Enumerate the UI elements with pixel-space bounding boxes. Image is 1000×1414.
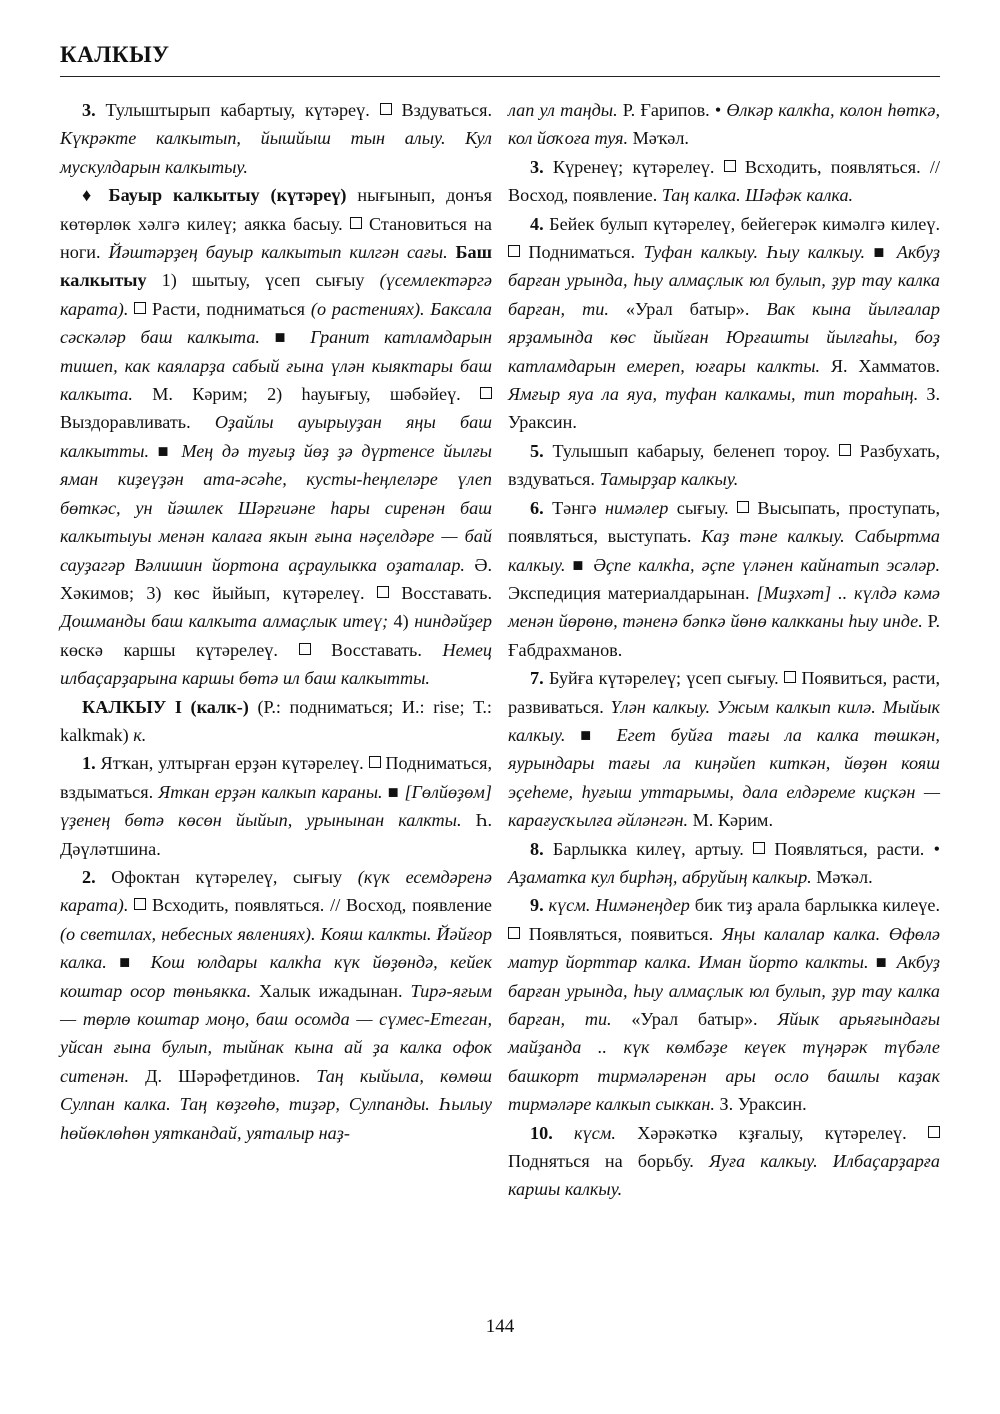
russian-gloss: Выздоравливать. (60, 412, 215, 433)
square-marker-icon (928, 1126, 940, 1138)
sense-number: 1. (82, 753, 96, 774)
source-attribution: Халык ижадынан. (251, 980, 411, 1001)
definition-text: Ә. Хәкимов; 3) көс йыйып, күтәрелеү. (60, 554, 493, 603)
russian-gloss: Подниматься. (520, 242, 644, 263)
sense-number: 3. (530, 156, 544, 177)
square-marker-icon (480, 387, 492, 399)
source-attribution: М. Кәрим. (688, 810, 773, 831)
example-text: Яйык арьяғындағы майҙанда .. күк көмбәҙе кеүек түңәрәк түбәле башкорт тирмәләренән ары осло башлы каҙак тирмәләре калкып сыккан. (508, 1009, 941, 1115)
square-marker-icon (350, 217, 362, 229)
sense-3-paragraph (60, 96, 492, 181)
example-text: Яңы калалар калка. Өфөлә матур йорттар калка. Иман йорто калкты. (508, 923, 940, 973)
definition-text: Ятҡан, ултырған ерҙән күтәрелеү. (95, 753, 369, 774)
square-marker-icon (724, 160, 736, 172)
russian-gloss: Подниматься, вздыматься. (60, 753, 492, 802)
headword-paragraph (60, 693, 492, 750)
square-marker-icon (369, 756, 381, 768)
usage-note: Нимәнеңдер (590, 895, 690, 916)
example-text: Каҙ тәне калкыу. Сабыртма калкыу. (508, 526, 940, 575)
right-column (508, 96, 940, 1204)
sense-3-paragraph (508, 153, 940, 210)
source-attribution: З. Ураксин. (714, 1094, 807, 1115)
sense-number: 7. (530, 668, 544, 689)
diamond-icon: ♦ (82, 185, 98, 206)
headword: КАЛКЫУ I (калк-) (82, 696, 249, 717)
sense-5-paragraph (508, 437, 940, 494)
definition-text: 4) (388, 611, 415, 632)
definition-text: сығыу. (668, 497, 737, 518)
sense-number: 6. (530, 497, 544, 518)
proverb-text: Өлкәр калкһа, колон һөткә, кол йоҡоға туя. (508, 100, 940, 149)
example-text: Күкрәкте калкытып, йышйыш тын алыу. Кул мускулдарын калкытыу. (60, 128, 492, 177)
definition-text: көскә каршы күтәрелеү. (60, 639, 299, 660)
definition-text: нығынып, донъя көтөрлөк хәлгә килеү; аякка басыу. (60, 185, 492, 234)
example-text: Таң калка. Шәфәк калка. (661, 185, 854, 206)
source-attribution: Мәҡәл. (628, 128, 689, 149)
definition-text: Тулышып кабарыу, беленеп тороу. (543, 440, 839, 461)
example-text: Егет буйға тағы ла калка төшкән, яурындары тағы ла киңәйеп киткән, йөҙөн кояш эҫеһеме, һуғыш уттарымы, дала елдәреме киҫкән — карағусҡылға әйләнгән. (508, 724, 940, 831)
example-text: (о растениях). Баксала сәскәләр баш калкыта. (60, 298, 492, 348)
square-marker-icon (737, 501, 749, 513)
example-text: Кош юлдары калкһа күк йөҙөндә, кейек коштар осор төньякка. (60, 952, 492, 1001)
square-marker-icon (377, 586, 389, 598)
example-text: Ямғыр яуа ла яуа, туфан калкамы, тип тораһың. (508, 384, 919, 405)
idiom-headword: Баш калкытыу (60, 242, 492, 291)
definition-text: Тулыштырып кабартыу, күтәреү. (95, 100, 380, 120)
russian-gloss: Подняться на борьбу. (508, 1151, 709, 1172)
russian-gloss: Разбухать, вздуваться. (508, 440, 940, 490)
sense-6-paragraph: 6. Тәнгә нимәлер сығыу. Высыпать, проступать, появляться, выступать. Каҙ тәне калкыу. Сабыртма калкыу. ■ Әҫпе калкһа, әҫпе үләнен кайнатып эсәләр. Экспедиция материалдарынан. [Миҙхәт] .. күлдә кәмә менән йөрөнө, тәненә бәпкә йөнө калкканы һыу инде. Р. Ғабдрахманов. (508, 497, 941, 660)
russian-gloss: Высыпать, проступать, появляться, выступать. (508, 497, 941, 547)
example-text: Яткан ерҙән калкып караны. (158, 781, 383, 802)
sense-number: 3. (82, 100, 96, 120)
source-attribution: «Урал батыр». (608, 298, 767, 319)
sense-number: 10. (530, 1122, 553, 1143)
definition-text: М. Кәрим; 2) һауығыу, шәбәйеү. (132, 384, 480, 405)
page-number: 144 (485, 1316, 515, 1337)
example-text: Мең дә туғыҙ йөҙ ҙә дүртенсе йылғы яман киҙеүҙән ата-әсәһе, кусты-һеңлеләре үлеп бөткәс, ун йәшлек Шәрғиәне һары сиренән баш калкытыуы менән калаға якын ғына нәҫелдәре — бай сауҙагәр Вәлишин йортона аҫраулыкка оҙаталар. (60, 440, 492, 575)
source-attribution: «Урал батыр». (611, 1009, 778, 1029)
russian-gloss: Вздуваться. (391, 100, 492, 120)
square-marker-icon (839, 444, 851, 456)
example-text: Акбуҙ барған урында, һыу алмаҫлык юл булып, ҙур тау калка барған, ти. (508, 952, 940, 1029)
source-attribution: Р. Ғабдрахманов. (508, 611, 940, 660)
sense-8-paragraph (508, 835, 940, 892)
definition-text: Күренеү; күтәрелеү. (543, 156, 724, 177)
proverb-text: Аҙаматка кул бирһәң, абруйың калкыр. (508, 866, 812, 887)
usage-note: күсм. (543, 895, 591, 916)
example-text: Дошманды баш калкыта алмаҫлык итеү; (60, 611, 389, 632)
idiom-headword: Бауыр калкытыу (күтәреү) (97, 185, 347, 206)
definition-text: Барлыкка килеү, артыу. (543, 838, 754, 859)
russian-gloss: Восставать. (310, 639, 443, 660)
square-marker-icon (380, 103, 392, 115)
definition-text: Хәрәкәткә кҙғалыу, күтәрелеү. (615, 1122, 928, 1143)
russian-gloss: Появляться, появиться. (520, 923, 722, 944)
usage-note: нимәлер (604, 497, 669, 518)
source-attribution: Һ. Дәүләтшина. (60, 810, 492, 859)
example-text: Үлән калкыу. Ужым калкып килә. Мыйык калкыу. (508, 696, 940, 745)
definition-text: Буйға күтәрелеү; үсеп сығыу. (543, 668, 785, 689)
sense-4-paragraph: 4. Бейек булып күтәрелеү, бейегерәк кимәлгә килеү. Подниматься. Туфан калкыу. Һыу калкыу. ■ Акбуҙ барған урында, һыу алмаҫлык юл булып, ҙур тау калка барған, ти. «Урал батыр». Вак кына йылғалар ярҙамында көс йыйған Юрғашты йылғаһы, боҙ катламдарын емереп, юғары калкты. Я. Хамматов. Ямғыр яуа ла яуа, туфан калкамы, тип тораһың. З. Ураксин. (508, 213, 940, 433)
example-text: Акбуҙ барған урында, һыу алмаҫлык юл булып, ҙур тау калка барған, ти. (508, 242, 940, 319)
square-marker-icon (508, 927, 520, 939)
square-marker-icon (299, 643, 311, 655)
usage-note: күсм. (552, 1122, 616, 1143)
example-text: Йәштәрҙең бауыр калкытып килгән сағы. (108, 242, 448, 263)
example-text: Вак кына йылғалар ярҙамында көс йыйған Юрғашты йылғаһы, боҙ катламдарын емереп, юғары калкты. (508, 298, 940, 376)
example-text: Яуға калкыу. Илбаҫарҙарға каршы калкыу. (508, 1151, 940, 1200)
russian-gloss: Всходить, появляться. // Восход, появление (146, 895, 492, 916)
square-marker-icon (134, 898, 146, 910)
source-attribution: Р. Ғарипов. (617, 100, 715, 120)
sense-1-paragraph: 1. Ятҡан, ултырған ерҙән күтәрелеү. Подниматься, вздыматься. Яткан ерҙән калкып караны. ■ [Гөлйөҙөм] үҙенең бөтә көсөн йыйып, урынынан калкты. Һ. Дәүләтшина. (60, 753, 492, 859)
usage-note: (үсемлектәргә карата). (60, 270, 492, 319)
example-text: Тамырҙар калкыу. (599, 469, 739, 490)
left-column (60, 96, 492, 1147)
sense-number: 4. (530, 213, 544, 234)
example-text: Тирә-яғым — төрлө коштар моңо, баш осомда — сүмес-Етеган, уйсан ғына булып, тыйнак кына ай ҙа калка офок ситенән. (60, 980, 492, 1086)
example-text: лап ул таңды. (508, 100, 618, 120)
header-rule (60, 76, 940, 77)
bullet-icon: • (933, 838, 940, 859)
part-of-speech: к. (133, 724, 147, 745)
square-marker-icon (753, 842, 765, 854)
square-marker-icon (134, 302, 146, 314)
definition-text: Тәнгә (543, 497, 605, 518)
source-attribution: Я. Хамматов. (820, 355, 940, 376)
source-attribution: З. Ураксин. (508, 384, 940, 433)
sense-10-paragraph (508, 1119, 940, 1204)
example-text: Туфан калкыу. Һыу калкыу. (643, 242, 866, 263)
source-attribution: Экспедиция материалдарынан. (508, 582, 757, 603)
example-text: Оҙайлы ауырыуҙан яңы баш калкытты. (60, 412, 492, 461)
square-marker-icon (508, 245, 520, 257)
example-text: Әҫпе калкһа, әҫпе үләнен кайнатып эсәләр. (586, 554, 940, 575)
bullet-icon: • (714, 100, 722, 120)
example-text: Гранит катламдарын тишеп, как каяларҙа сабый ғына үлән кыяктары баш калкыта. (60, 327, 492, 405)
idiom-paragraph: ♦ Бауыр калкытыу (күтәреү) нығынып, донъя көтөрлөк хәлгә килеү; аякка басыу. Становиться на ноги. Йәштәрҙең бауыр калкытып килгән сағы. Баш калкытыу 1) шытыу, үсеп сығыу (үсемлектәргә карата). Расти, подниматься (о растениях). Баксала сәскәләр баш калкыта. ■ Гранит катламдарын тишеп, как каяларҙа сабый ғына үлән кыяктары баш калкыта. М. Кәрим; 2) һауығыу, шәбәйеү. Выздоравливать. Оҙайлы ауырыуҙан яңы баш калкытты. ■ Мең дә туғыҙ йөҙ ҙә дүртенсе йылғы яман киҙеүҙән ата-әсәһе, кусты-һеңлеләре үлеп бөткәс, ун йәшлек Шәрғиәне һары сиренән баш калкытыуы менән калаға якын ғына нәҫелдәре — бай сауҙагәр Вәлишин йортона аҫраулыкка оҙаталар. Ә. Хәкимов; 3) көс йыйып, күтәрелеү. Восставать. Дошманды баш калкыта алмаҫлык итеү; 4) ниндәйҙер көскә каршы күтәрелеү. Восставать. Немец илбаҫарҙарына каршы бөтә ил баш калкытты. (60, 185, 493, 689)
usage-note: ниндәйҙер (414, 611, 492, 632)
continued-paragraph (508, 96, 940, 153)
definition-text: бик тиҙ арала барлыкка килеүе. (689, 895, 940, 916)
sense-2-paragraph: 2. Офоктан күтәрелеү, сығыу (күк есемдәренә карата). Всходить, появляться. // Восход, появление (о светилах, небесных явлениях). Кояш калкты. Йәйғор калка. ■ Кош юлдары калкһа күк йөҙөндә, кейек коштар осор төньякка. Халык ижадынан. Тирә-яғым — төрлө коштар моңо, баш осомда — сүмес-Етеган, уйсан ғына булып, тыйнак кына ай ҙа калка офок ситенән. Д. Шәрәфетдинов. Таң кыйыла, көмөш Сулпан калка. Таң көҙгөһө, тиҙәр, Сулпанды. Һылыу һөйөклөһөн уяткандай, уяталыр наҙ- (60, 866, 492, 1143)
definition-text: 1) шытыу, үсеп сығыу (146, 270, 380, 291)
russian-gloss: Появиться, расти, развиваться. (508, 668, 940, 717)
definition-text: Офоктан күтәрелеү, сығыу (95, 866, 358, 887)
definition-text: Бейек булып күтәрелеү, бейегерәк кимәлгә килеү. (543, 213, 940, 234)
running-header: КАЛКЫУ (60, 42, 170, 67)
example-text: (о светилах, небесных явлениях). Кояш калкты. Йәйғор калка. (60, 923, 492, 973)
example-text: Таң кыйыла, көмөш Сулпан калка. Таң көҙгөһө, тиҙәр, Сулпанды. Һылыу һөйөклөһөн уяткандай, уяталыр наҙ- (60, 1065, 492, 1143)
sense-number: 5. (530, 440, 544, 461)
example-text: Немец илбаҫарҙарына каршы бөтә ил баш калкытты. (60, 639, 492, 689)
example-text: [Гөлйөҙөм] үҙенең бөтә көсөн йыйып, урынынан калкты. (60, 781, 492, 831)
square-marker-icon (784, 671, 796, 683)
sense-9-paragraph: 9. күсм. Нимәнеңдер бик тиҙ арала барлыкка килеүе. Появляться, появиться. Яңы калалар калка. Өфөлә матур йорттар калка. Иман йорто калкты. ■ Акбуҙ барған урында, һыу алмаҫлык юл булып, ҙур тау калка барған, ти. «Урал батыр». Яйык арьяғындағы майҙанда .. күк көмбәҙе кеүек түңәрәк түбәле башкорт тирмәләренән ары осло башлы каҙак тирмәләре калкып сыккан. З. Ураксин. (508, 895, 941, 1115)
russian-gloss: Становиться на ноги. (60, 213, 492, 263)
source-attribution: Д. Шәрәфетдинов. (129, 1065, 317, 1086)
sense-number: 8. (530, 838, 544, 859)
source-attribution: Мәҡәл. (811, 866, 873, 887)
sense-number: 9. (530, 895, 544, 916)
russian-gloss: Восставать. (388, 582, 492, 603)
russian-gloss: Всходить, появляться. // Восход, появление. (508, 156, 940, 206)
sense-number: 2. (82, 866, 96, 887)
example-text: [Миҙхәт] .. күлдә кәмә менән йөрөнө, тәненә бәпкә йөнө калкканы һыу инде. (508, 582, 940, 632)
sense-7-paragraph: 7. Буйға күтәрелеү; үсеп сығыу. Появиться, расти, развиваться. Үлән калкыу. Ужым калкып килә. Мыйык калкыу. ■ Егет буйға тағы ла калка төшкән, яурындары тағы ла киңәйеп киткән, йөҙөн кояш эҫеһеме, һуғыш уттарымы, дала елдәреме киҫкән — карағусҡылға әйләнгән. М. Кәрим. (508, 668, 940, 831)
russian-gloss: Появляться, расти. (765, 838, 934, 859)
usage-note: (күк есемдәренә карата). (60, 866, 492, 916)
russian-gloss: Расти, подниматься (146, 298, 311, 319)
etymology-text: (Р.: подниматься; И.: rise; Т.: kalkmak) (60, 696, 492, 745)
